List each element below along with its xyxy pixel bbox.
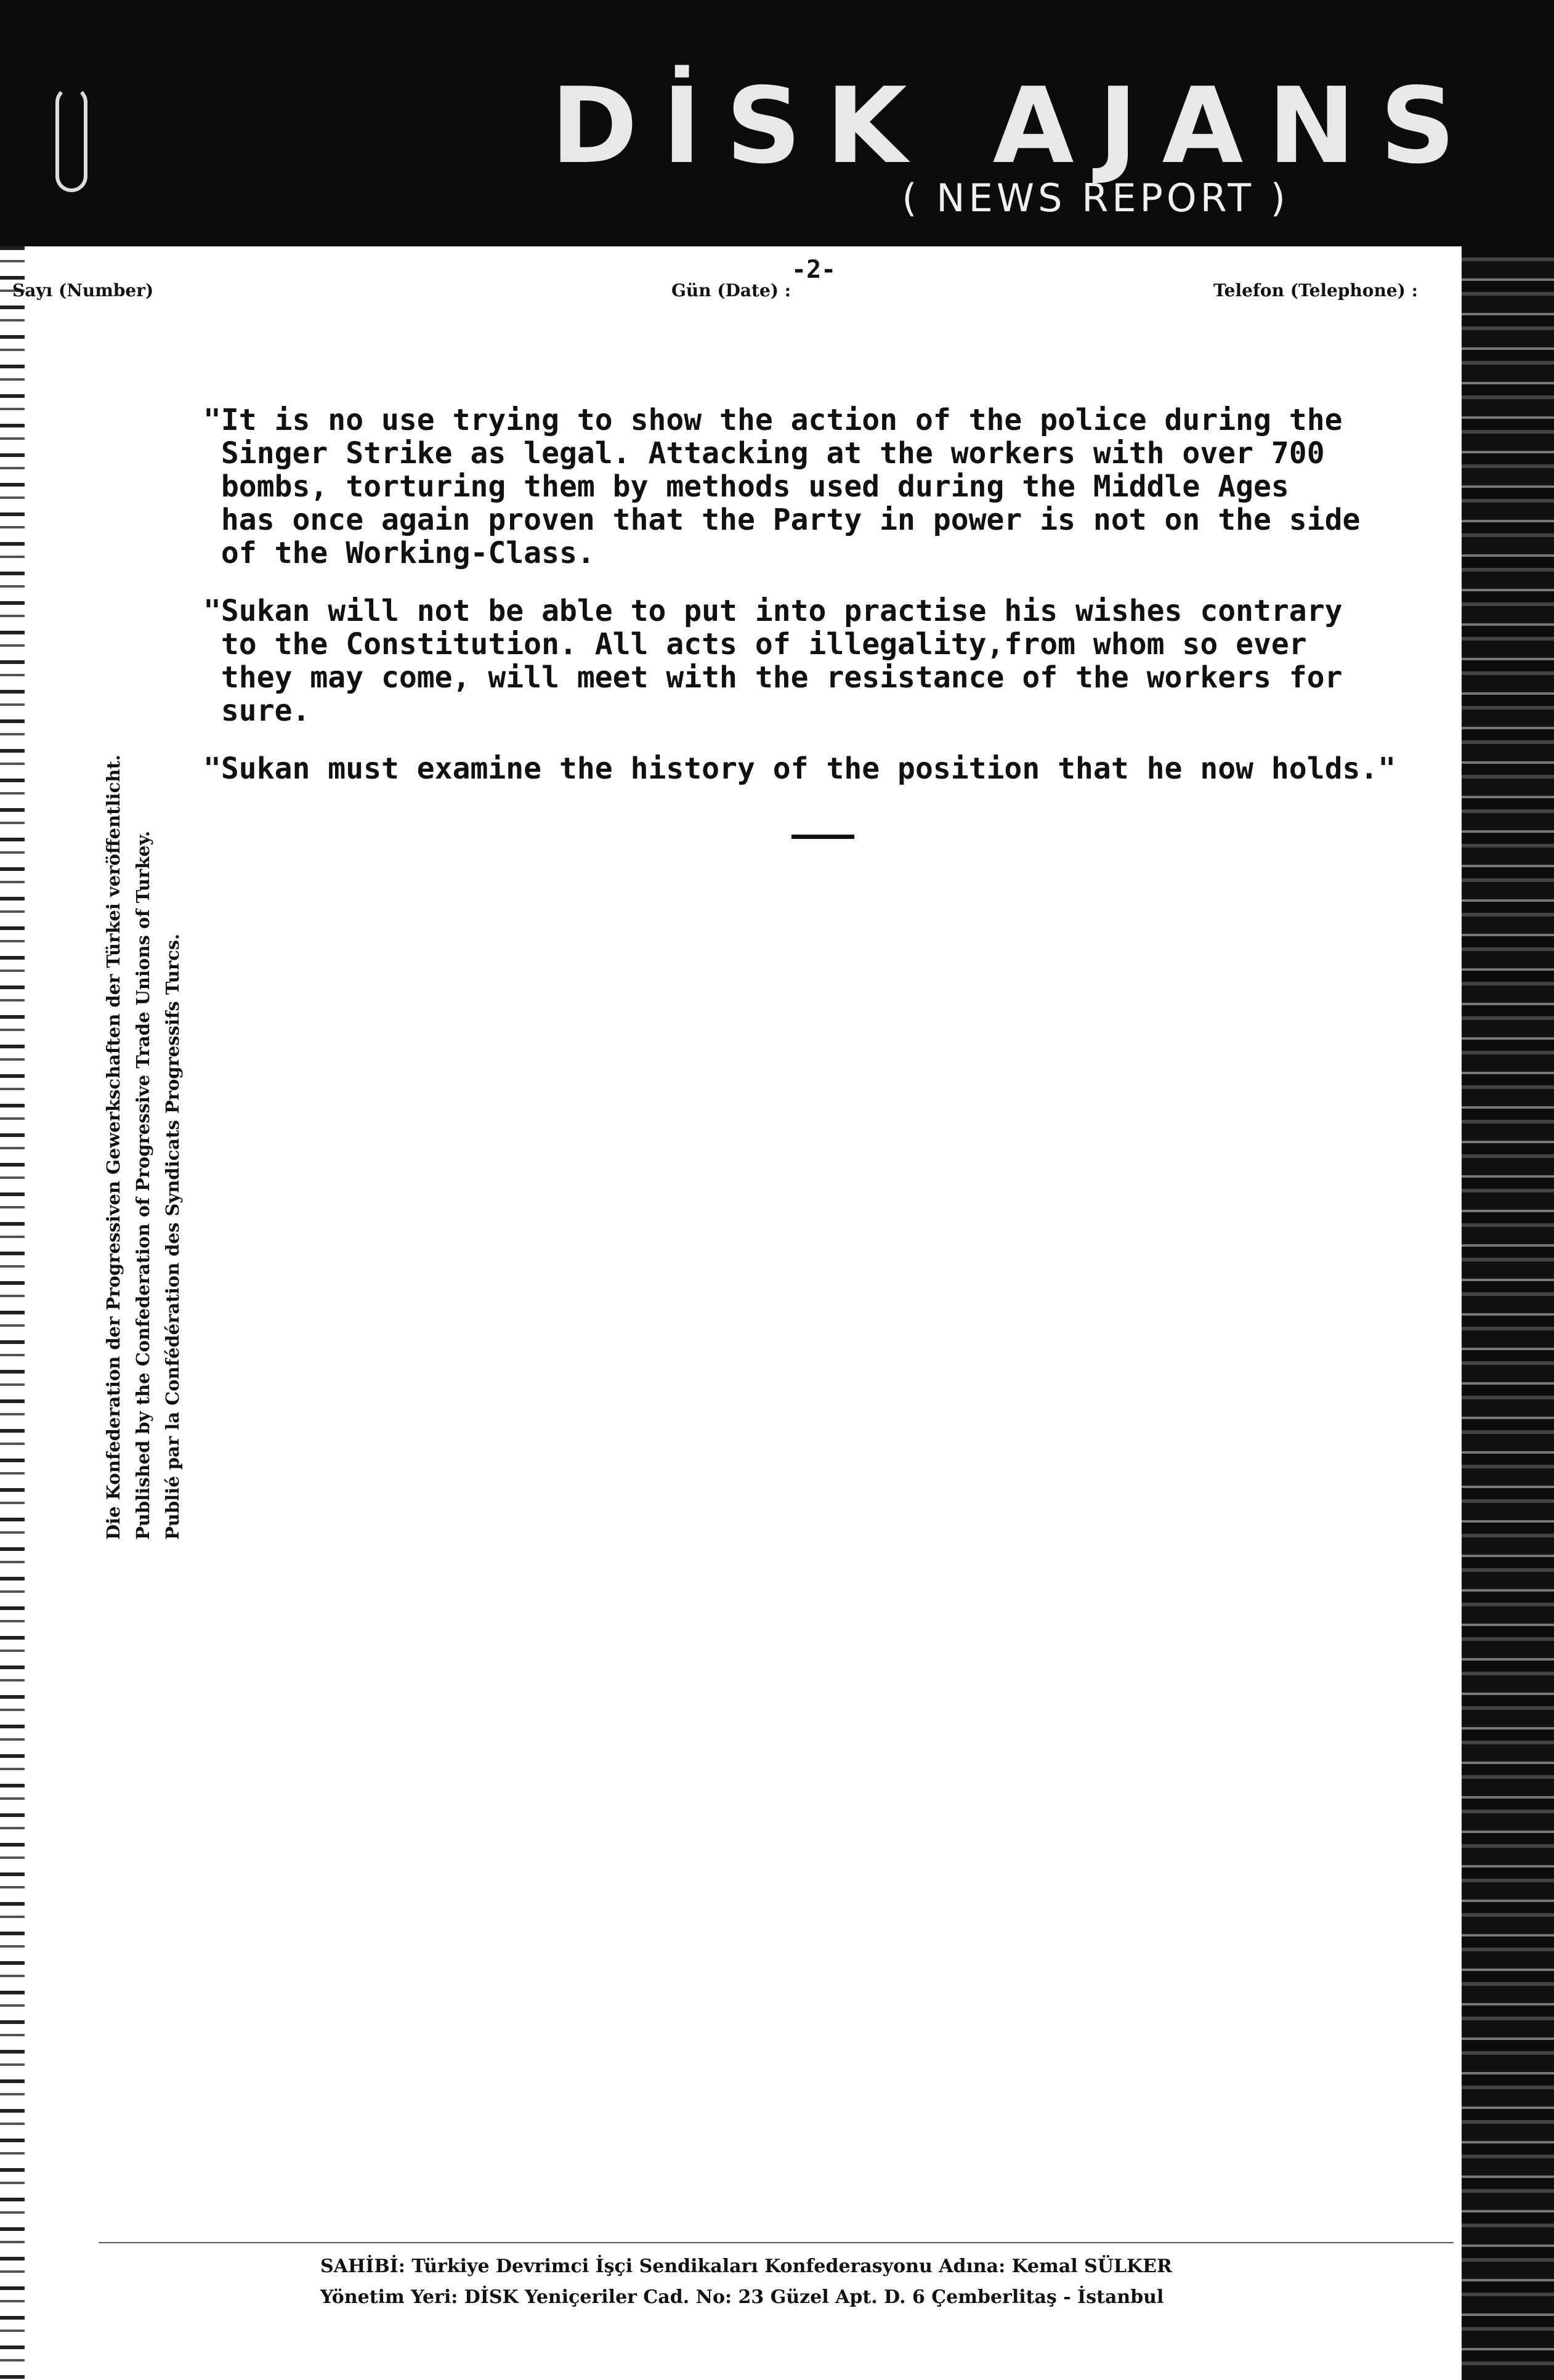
publisher-sidebar bbox=[99, 755, 187, 1540]
footer-divider bbox=[99, 2242, 1454, 2243]
masthead bbox=[0, 0, 1554, 246]
paragraph-3: "Sukan must examine the history of the position that he now holds." bbox=[203, 751, 1396, 786]
end-rule bbox=[791, 835, 854, 839]
sidebar-line-english: Published by the Confederation of Progressive Trade Unions of Turkey. bbox=[132, 830, 153, 1540]
paragraph-2: "Sukan will not be able to put into practise his wishes contrary to the Constitution. All acts of illegality,from whom so ever they may come, will meet with the resistance of the workers for sure. bbox=[203, 594, 1343, 728]
sidebar-line-french: Publié par la Confédération des Syndicats Progressifs Turcs. bbox=[162, 933, 183, 1540]
sidebar-line-german: Die Konfederation der Progressiven Gewerkschaften der Türkei veröffentlicht. bbox=[103, 755, 124, 1540]
news-body bbox=[203, 403, 1441, 810]
handwritten-mark bbox=[55, 86, 87, 192]
date-label: Gün (Date) : bbox=[671, 280, 791, 301]
footer-owner: SAHİBİ: Türkiye Devrimci İşçi Sendikaları Konfederasyonu Adına: Kemal SÜLKER bbox=[320, 2256, 1172, 2277]
footer bbox=[320, 2251, 1172, 2313]
scan-edge-left bbox=[0, 246, 25, 2380]
number-label: Sayı (Number) bbox=[12, 280, 154, 301]
footer-address: Yönetim Yeri: DİSK Yeniçeriler Cad. No: 23 Güzel Apt. D. 6 Çemberlitaş - İstanbul bbox=[320, 2286, 1164, 2308]
paragraph-1: "It is no use trying to show the action of the police during the Singer Strike as legal. Attacking at the workers with over 700 bombs, torturing them by methods used during the Middle Ages has once again proven that the Party in power is not on the side of the Working-Class. bbox=[203, 403, 1361, 570]
page-number: -2- bbox=[791, 256, 836, 284]
masthead-subtitle: ( NEWS REPORT ) bbox=[902, 176, 1289, 221]
telephone-label: Telefon (Telephone) : bbox=[1213, 280, 1418, 301]
masthead-title: DİSK AJANS bbox=[551, 65, 1480, 187]
scan-edge-right bbox=[1462, 246, 1554, 2380]
